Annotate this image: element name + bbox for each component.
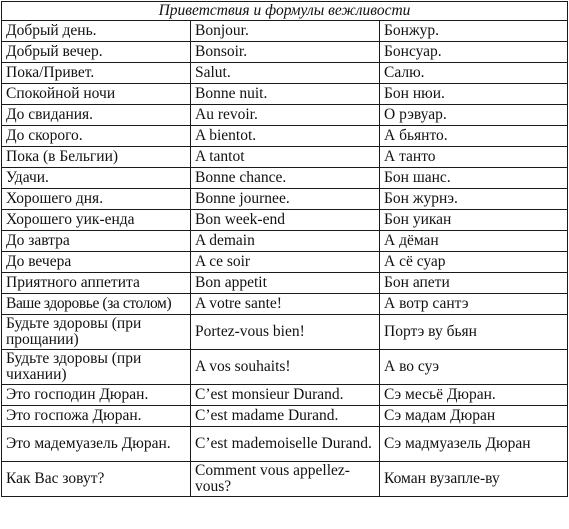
- russian-cell: До скорого.: [2, 126, 191, 147]
- french-cell: Salut.: [191, 63, 380, 84]
- transcription-cell: Сэ месьё Дюран.: [380, 385, 568, 406]
- french-cell: A tantot: [191, 147, 380, 168]
- transcription-cell: Бон нюи.: [380, 84, 568, 105]
- russian-cell: Будьте здоровы (при прощании): [2, 315, 191, 350]
- transcription-cell: О рэвуар.: [380, 105, 568, 126]
- table-row: [2, 210, 568, 231]
- french-cell: C’est madame Durand.: [191, 406, 380, 427]
- table-row: [2, 406, 568, 427]
- transcription-cell: А во суэ: [380, 350, 568, 385]
- transcription-cell: Бонжур.: [380, 21, 568, 42]
- transcription-cell: А дёман: [380, 231, 568, 252]
- french-cell: Bonne chance.: [191, 168, 380, 189]
- table-row: [2, 21, 568, 42]
- french-cell: Au revoir.: [191, 105, 380, 126]
- transcription-cell: А вотр сантэ: [380, 294, 568, 315]
- table-row: [2, 84, 568, 105]
- french-cell: A vos souhaits!: [191, 350, 380, 385]
- transcription-cell: Бон журнэ.: [380, 189, 568, 210]
- transcription-cell: Портэ ву бьян: [380, 315, 568, 350]
- russian-cell: До завтра: [2, 231, 191, 252]
- russian-cell: Пока (в Бельгии): [2, 147, 191, 168]
- russian-cell: Как Вас зовут?: [2, 462, 191, 497]
- transcription-cell: Бонсуар.: [380, 42, 568, 63]
- transcription-cell: Бон уикан: [380, 210, 568, 231]
- table-row: [2, 231, 568, 252]
- french-cell: A demain: [191, 231, 380, 252]
- transcription-cell: Салю.: [380, 63, 568, 84]
- table-row: [2, 189, 568, 210]
- russian-cell: Добрый вечер.: [2, 42, 191, 63]
- table-row: [2, 427, 568, 462]
- russian-cell: Будьте здоровы (при чихании): [2, 350, 191, 385]
- russian-cell: Ваше здоровье (за столом): [2, 294, 191, 315]
- french-cell: C’est monsieur Durand.: [191, 385, 380, 406]
- russian-cell: Пока/Привет.: [2, 63, 191, 84]
- table-row: [2, 105, 568, 126]
- french-cell: A bientot.: [191, 126, 380, 147]
- russian-cell: Это господин Дюран.: [2, 385, 191, 406]
- french-cell: Bonjour.: [191, 21, 380, 42]
- table-row: [2, 385, 568, 406]
- table-row: [2, 126, 568, 147]
- french-cell: A votre sante!: [191, 294, 380, 315]
- russian-cell: Удачи.: [2, 168, 191, 189]
- russian-cell: Спокойной ночи: [2, 84, 191, 105]
- table-row: [2, 273, 568, 294]
- table-row: [2, 63, 568, 84]
- french-cell: Bon appetit: [191, 273, 380, 294]
- transcription-cell: Бон апети: [380, 273, 568, 294]
- table-row: [2, 350, 568, 385]
- table-row: [2, 168, 568, 189]
- french-cell: A ce soir: [191, 252, 380, 273]
- french-cell: C’est mademoiselle Durand.: [191, 427, 380, 462]
- russian-cell: Добрый день.: [2, 21, 191, 42]
- table-row: [2, 315, 568, 350]
- table-row: [2, 147, 568, 168]
- table-row: [2, 294, 568, 315]
- russian-cell: До вечера: [2, 252, 191, 273]
- russian-cell: До свидания.: [2, 105, 191, 126]
- french-cell: Bonne nuit.: [191, 84, 380, 105]
- table-row: [2, 252, 568, 273]
- transcription-cell: А бьянто.: [380, 126, 568, 147]
- french-cell: Bonne journee.: [191, 189, 380, 210]
- transcription-cell: Сэ мадмуазель Дюран: [380, 427, 568, 462]
- transcription-cell: А танто: [380, 147, 568, 168]
- french-cell: Bonsoir.: [191, 42, 380, 63]
- table-row: [2, 42, 568, 63]
- french-cell: Comment vous appellez-vous?: [191, 462, 380, 497]
- table-title: Приветствия и формулы вежливости: [2, 2, 568, 21]
- table-row: [2, 462, 568, 497]
- french-cell: Bon week-end: [191, 210, 380, 231]
- russian-cell: Это мадемуазель Дюран.: [2, 427, 191, 462]
- russian-cell: Хорошего уик-енда: [2, 210, 191, 231]
- french-cell: Portez-vous bien!: [191, 315, 380, 350]
- transcription-cell: Бон шанс.: [380, 168, 568, 189]
- russian-cell: Хорошего дня.: [2, 189, 191, 210]
- transcription-cell: Сэ мадам Дюран: [380, 406, 568, 427]
- transcription-cell: Коман вузапле-ву: [380, 462, 568, 497]
- transcription-cell: А сё суар: [380, 252, 568, 273]
- russian-cell: Это госпожа Дюран.: [2, 406, 191, 427]
- phrase-table: [1, 1, 568, 497]
- russian-cell: Приятного аппетита: [2, 273, 191, 294]
